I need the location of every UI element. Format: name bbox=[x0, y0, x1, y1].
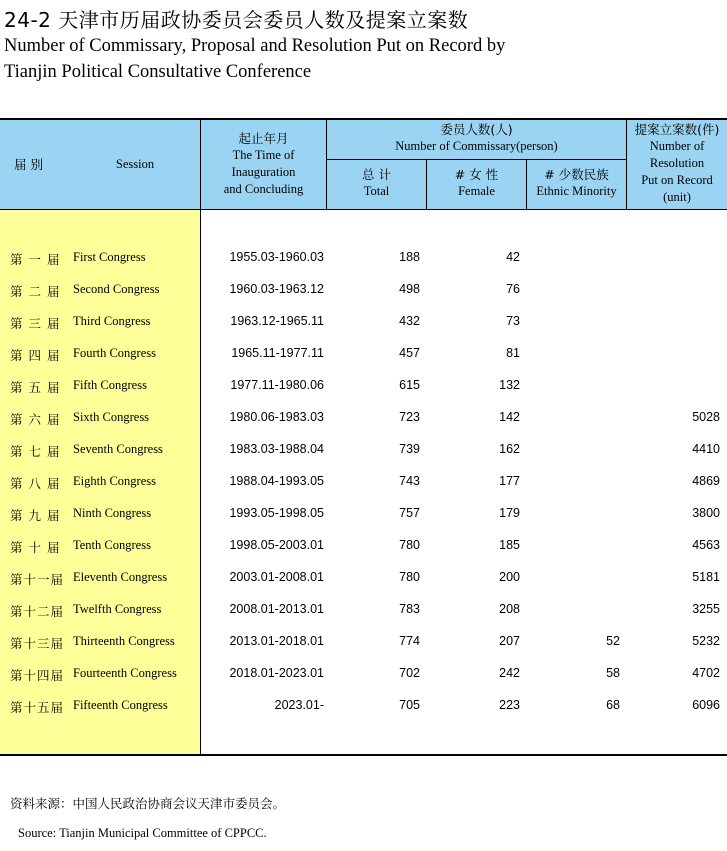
resolution: 5181 bbox=[692, 570, 720, 584]
total: 498 bbox=[399, 282, 420, 296]
header-female bbox=[427, 166, 526, 200]
total: 774 bbox=[399, 634, 420, 648]
period: 2013.01-2018.01 bbox=[229, 634, 324, 648]
session-en: Fourteenth Congress bbox=[73, 666, 177, 680]
table-row bbox=[0, 626, 727, 658]
session-en: Fourth Congress bbox=[73, 346, 156, 360]
header-session-cn: 届 别 bbox=[14, 157, 43, 172]
total: 457 bbox=[399, 346, 420, 360]
female: 179 bbox=[499, 506, 520, 520]
table-title-cn: 24-2 天津市历届政协委员会委员人数及提案立案数 bbox=[4, 8, 469, 32]
ethnic-minority: 58 bbox=[606, 666, 620, 680]
session-en: Thirteenth Congress bbox=[73, 634, 175, 648]
female: 200 bbox=[499, 570, 520, 584]
header-female-cn: # 女 性 bbox=[454, 167, 499, 182]
table-row bbox=[0, 562, 727, 594]
header-time-en1: The Time of bbox=[232, 148, 295, 162]
table-row bbox=[0, 274, 727, 306]
total: 615 bbox=[399, 378, 420, 392]
female: 223 bbox=[499, 698, 520, 712]
total: 188 bbox=[399, 250, 420, 264]
ethnic-minority: 68 bbox=[606, 698, 620, 712]
period: 1960.03-1963.12 bbox=[229, 282, 324, 296]
ethnic-minority: 52 bbox=[606, 634, 620, 648]
resolution: 5232 bbox=[692, 634, 720, 648]
period: 1965.11-1977.11 bbox=[231, 346, 324, 360]
female: 81 bbox=[506, 346, 520, 360]
session-en: Tenth Congress bbox=[73, 538, 151, 552]
header-commissary-cn: 委员人数(人) bbox=[440, 122, 513, 137]
session-cn: 第 一 届 bbox=[10, 252, 61, 267]
table-row bbox=[0, 338, 727, 370]
header-total bbox=[327, 166, 426, 200]
header-time-cn: 起止年月 bbox=[238, 131, 289, 146]
period: 1993.05-1998.05 bbox=[229, 506, 324, 520]
session-en: Third Congress bbox=[73, 314, 151, 328]
female: 242 bbox=[499, 666, 520, 680]
period: 2003.01-2008.01 bbox=[229, 570, 324, 584]
header-bottom-rule bbox=[0, 209, 727, 210]
session-cn: 第 二 届 bbox=[10, 284, 61, 299]
table-row bbox=[0, 594, 727, 626]
table-top-rule bbox=[0, 118, 727, 120]
period: 2008.01-2013.01 bbox=[229, 602, 324, 616]
period: 2023.01- bbox=[274, 698, 324, 712]
female: 207 bbox=[499, 634, 520, 648]
session-en: Ninth Congress bbox=[73, 506, 152, 520]
table-row bbox=[0, 690, 727, 722]
header-ethnic-cn: # 少数民族 bbox=[544, 167, 609, 182]
header-resolution-en1: Number of bbox=[649, 139, 705, 153]
session-cn: 第十三届 bbox=[10, 636, 65, 651]
table-row bbox=[0, 434, 727, 466]
session-cn: 第 六 届 bbox=[10, 412, 61, 427]
header-resolution-en2: Resolution bbox=[649, 156, 705, 170]
session-cn: 第 七 届 bbox=[10, 444, 61, 459]
resolution: 3800 bbox=[692, 506, 720, 520]
header-ethnic bbox=[527, 166, 626, 200]
female: 76 bbox=[506, 282, 520, 296]
header-time-en2: Inauguration bbox=[231, 165, 296, 179]
total: 739 bbox=[399, 442, 420, 456]
session-en: Twelfth Congress bbox=[73, 602, 162, 616]
period: 1983.03-1988.04 bbox=[229, 442, 324, 456]
period: 1963.12-1965.11 bbox=[230, 314, 324, 328]
commissary-subheader-rule bbox=[326, 159, 626, 160]
table-row bbox=[0, 306, 727, 338]
total: 757 bbox=[399, 506, 420, 520]
session-cn: 第 八 届 bbox=[10, 476, 61, 491]
table-title-en-line2: Tianjin Political Consultative Conference bbox=[4, 62, 312, 82]
period: 1998.05-2003.01 bbox=[229, 538, 324, 552]
total: 780 bbox=[399, 570, 420, 584]
header-resolution-en4: (unit) bbox=[663, 190, 691, 204]
table-row bbox=[0, 242, 727, 274]
table-title-en-line1: Number of Commissary, Proposal and Resolution Put on Record by bbox=[4, 36, 506, 56]
header-total-cn: 总 计 bbox=[362, 167, 391, 182]
female: 73 bbox=[506, 314, 520, 328]
total: 743 bbox=[399, 474, 420, 488]
statistics-table bbox=[0, 118, 727, 756]
table-row bbox=[0, 370, 727, 402]
session-cn: 第十一届 bbox=[10, 572, 65, 587]
table-row bbox=[0, 466, 727, 498]
session-cn: 第 九 届 bbox=[10, 508, 61, 523]
session-cn: 第十二届 bbox=[10, 604, 65, 619]
header-resolution-en3: Put on Record bbox=[641, 173, 713, 187]
header-commissary bbox=[327, 121, 626, 155]
header-female-en: Female bbox=[458, 184, 495, 198]
resolution: 5028 bbox=[692, 410, 720, 424]
header-total-en: Total bbox=[363, 184, 390, 198]
source-note-cn: 资料来源：中国人民政治协商会议天津市委员会。 bbox=[10, 796, 286, 811]
female: 185 bbox=[499, 538, 520, 552]
header-time-en3: and Concluding bbox=[223, 182, 304, 196]
total: 780 bbox=[399, 538, 420, 552]
resolution: 3255 bbox=[692, 602, 720, 616]
header-time bbox=[201, 130, 326, 198]
female: 162 bbox=[499, 442, 520, 456]
period: 1977.11-1980.06 bbox=[230, 378, 324, 392]
table-row bbox=[0, 402, 727, 434]
header-resolution bbox=[627, 121, 727, 206]
period: 1980.06-1983.03 bbox=[229, 410, 324, 424]
total: 783 bbox=[399, 602, 420, 616]
period: 2018.01-2023.01 bbox=[229, 666, 324, 680]
resolution: 4410 bbox=[692, 442, 720, 456]
female: 42 bbox=[506, 250, 520, 264]
session-en: Fifth Congress bbox=[73, 378, 147, 392]
header-ethnic-en: Ethnic Minority bbox=[536, 184, 617, 198]
period: 1955.03-1960.03 bbox=[229, 250, 324, 264]
header-commissary-en: Number of Commissary(person) bbox=[395, 139, 558, 153]
table-row bbox=[0, 498, 727, 530]
total: 702 bbox=[399, 666, 420, 680]
session-cn: 第十五届 bbox=[10, 700, 65, 715]
session-cn: 第 三 届 bbox=[10, 316, 61, 331]
session-en: Sixth Congress bbox=[73, 410, 150, 424]
session-cn: 第 五 届 bbox=[10, 380, 61, 395]
session-cn: 第十四届 bbox=[10, 668, 65, 683]
female: 132 bbox=[499, 378, 520, 392]
female: 142 bbox=[499, 410, 520, 424]
session-en: Fifteenth Congress bbox=[73, 698, 168, 712]
total: 432 bbox=[399, 314, 420, 328]
session-en: First Congress bbox=[73, 250, 146, 264]
female: 177 bbox=[499, 474, 520, 488]
resolution: 4869 bbox=[692, 474, 720, 488]
session-en: Eleventh Congress bbox=[73, 570, 168, 584]
total: 705 bbox=[399, 698, 420, 712]
total: 723 bbox=[399, 410, 420, 424]
table-row bbox=[0, 658, 727, 690]
session-cn: 第 四 届 bbox=[10, 348, 61, 363]
table-bottom-rule bbox=[0, 754, 727, 756]
source-note-en: Source: Tianjin Municipal Committee of CPPCC. bbox=[18, 826, 267, 840]
header-session-en: Session bbox=[115, 157, 155, 171]
header-resolution-cn: 提案立案数(件) bbox=[634, 122, 720, 137]
resolution: 6096 bbox=[692, 698, 720, 712]
resolution: 4563 bbox=[692, 538, 720, 552]
session-en: Seventh Congress bbox=[73, 442, 163, 456]
session-en: Second Congress bbox=[73, 282, 160, 296]
session-cn: 第 十 届 bbox=[10, 540, 61, 555]
female: 208 bbox=[499, 602, 520, 616]
table-row bbox=[0, 530, 727, 562]
resolution: 4702 bbox=[692, 666, 720, 680]
period: 1988.04-1993.05 bbox=[229, 474, 324, 488]
session-en: Eighth Congress bbox=[73, 474, 156, 488]
